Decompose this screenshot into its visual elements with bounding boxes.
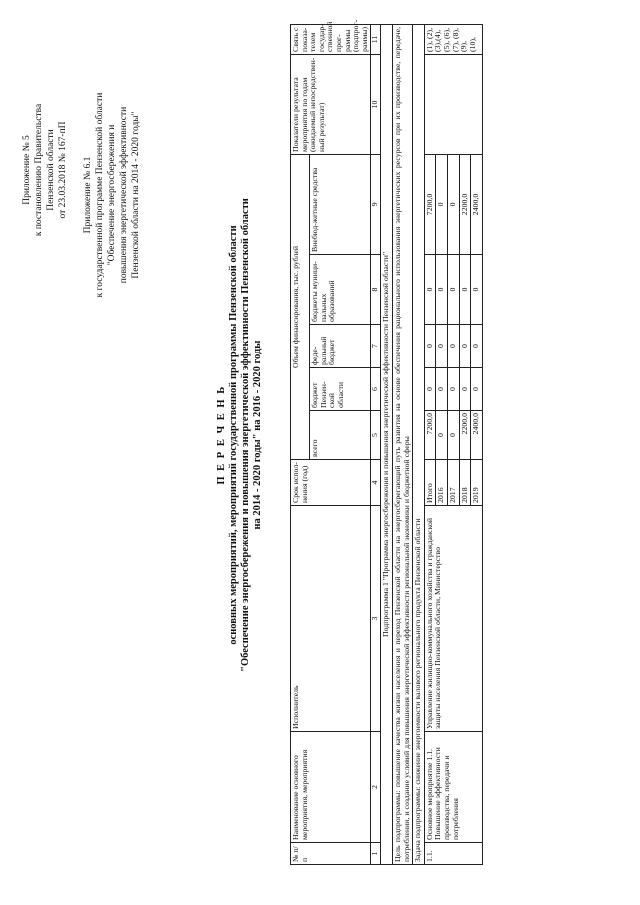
header-extrabudget: Внебюд-жетные средства <box>310 154 371 254</box>
cell-federal: 0 <box>447 325 459 368</box>
cell-municipal: 0 <box>471 255 483 325</box>
header-total: всего <box>310 411 371 460</box>
title-line-4: на 2014 - 2020 годы" на 2016 - 2020 годы <box>252 340 263 530</box>
activity-link: (1), (2), (3),(4), (5), (6), (7), (8), (9), (10), <box>424 24 482 54</box>
cell-extra: 0 <box>436 154 448 254</box>
column-number: 4 <box>371 460 381 506</box>
activity-num: 1.1. <box>424 843 482 865</box>
column-number: 8 <box>371 255 381 325</box>
cell-extra: 0 <box>447 154 459 254</box>
appendix-5-line: Приложение № 5 <box>22 135 32 205</box>
cell-federal: 0 <box>459 325 471 368</box>
activities-table <box>290 19 483 865</box>
cell-federal: 0 <box>436 325 448 368</box>
column-number: 10 <box>371 54 381 154</box>
column-number: 1 <box>371 843 381 865</box>
cell-municipal: 0 <box>459 255 471 325</box>
cell-extra: 7200,0 <box>424 154 436 254</box>
cell-total: 7200,0 <box>424 411 436 460</box>
column-number: 9 <box>371 154 381 254</box>
cell-municipal: 0 <box>447 255 459 325</box>
cell-regional: 0 <box>436 368 448 411</box>
appendix-5-line: от 23.03.2018 № 167-пП <box>58 121 68 219</box>
column-number-row <box>371 24 381 864</box>
title-line-1: П Е Р Е Ч Е Н Ь <box>216 385 227 485</box>
subprogram-title: Подпрограмма 1 "Программа энергосбережения и повышения энергетической эффективности Пензенской области" <box>381 24 393 864</box>
cell-municipal: 0 <box>436 255 448 325</box>
appendix-5-line: к постановлению Правительства <box>34 103 44 237</box>
cell-year: 2016 <box>436 460 448 506</box>
header-row-1 <box>291 24 310 864</box>
cell-regional: 0 <box>471 368 483 411</box>
appendix-6-1-block <box>82 45 142 345</box>
cell-year: 2019 <box>471 460 483 506</box>
appendix-6-1-line: к государственной программе Пензенской области <box>95 92 105 298</box>
title-line-2: основных мероприятий, мероприятий государственной программы Пензенской области <box>228 225 239 645</box>
appendix-6-1-line: повышения энергетической эффективности <box>119 106 129 284</box>
cell-federal: 0 <box>424 325 436 368</box>
appendix-5-line: Пензенской области <box>46 129 56 211</box>
cell-regional: 0 <box>459 368 471 411</box>
activity-executor: Управление жилищно-коммунального хозяйства и гражданской защиты населения Пензенской области, Министерство <box>424 506 482 732</box>
cell-total: 2400,0 <box>471 411 483 460</box>
cell-total: 0 <box>447 411 459 460</box>
activity-indicators <box>424 54 482 154</box>
cell-federal: 0 <box>471 325 483 368</box>
cell-extra: 2400,0 <box>471 154 483 254</box>
appendix-6-1-line: Приложение № 6.1 <box>83 156 93 234</box>
subprogram-task: Задача подпрограммы: снижение энергоемкости валового регионального продукта Пензенской области <box>413 24 425 864</box>
appendix-6-1-line: "Обеспечение энергосбережения и <box>107 124 117 266</box>
table-row <box>424 24 436 864</box>
goal-row <box>392 24 412 864</box>
header-indicators: Показатели результата мероприятия по годам (ожидаемый непосредствен-ный результат) <box>291 54 371 154</box>
document-title <box>215 25 264 845</box>
header-num: № п/п <box>291 843 371 865</box>
header-municipal: бюджеты муници-пальных образований <box>310 255 371 325</box>
column-number: 3 <box>371 506 381 732</box>
appendix-6-1-line: Пензенской области на 2014 - 2020 годы" <box>131 111 141 279</box>
cell-total: 0 <box>436 411 448 460</box>
column-number: 2 <box>371 732 381 843</box>
cell-municipal: 0 <box>424 255 436 325</box>
cell-year: Итого <box>424 460 436 506</box>
appendix-5-block <box>21 75 69 265</box>
cell-year: 2018 <box>459 460 471 506</box>
header-term: Срок испол-нения (год) <box>291 460 371 506</box>
title-line-3: "Обеспечение энергосбережения и повышения энергетической эффективности Пензенской области <box>240 198 251 672</box>
column-number: 11 <box>371 24 381 54</box>
header-regional: бюджет Пензен-ской области <box>310 368 371 411</box>
cell-regional: 0 <box>424 368 436 411</box>
cell-year: 2017 <box>447 460 459 506</box>
cell-extra: 2200,0 <box>459 154 471 254</box>
header-name: Наименование основного мероприятия, мероприятия <box>291 732 371 843</box>
header-executor: Исполнитель <box>291 506 371 732</box>
subprogram-row <box>381 24 393 864</box>
column-number: 6 <box>371 368 381 411</box>
task-row <box>413 24 425 864</box>
cell-regional: 0 <box>447 368 459 411</box>
header-funding: Объем финансирования, тыс. рублей <box>291 154 310 459</box>
header-federal: феде-ральный бюджет <box>310 325 371 368</box>
subprogram-goal: Цель подпрограммы: повышение качества жизни населения и переход Пензенской области на энергосберегающий путь развития на основе обеспечения рационального использования энергетических ресурсов при их производстве, передаче, потреблении, и создание условий для повышения энергетической эффективности региональной экономики и бюджетной сферы <box>392 24 412 864</box>
column-number: 5 <box>371 411 381 460</box>
activity-name: Основное мероприятие 1.1. Повышение эффективности производства, передачи и потребления <box>424 732 482 843</box>
header-link: Связь с показа-телем государ-ственной прог-раммы (подпрог-раммы) <box>291 24 371 54</box>
cell-total: 2200,0 <box>459 411 471 460</box>
column-number: 7 <box>371 325 381 368</box>
